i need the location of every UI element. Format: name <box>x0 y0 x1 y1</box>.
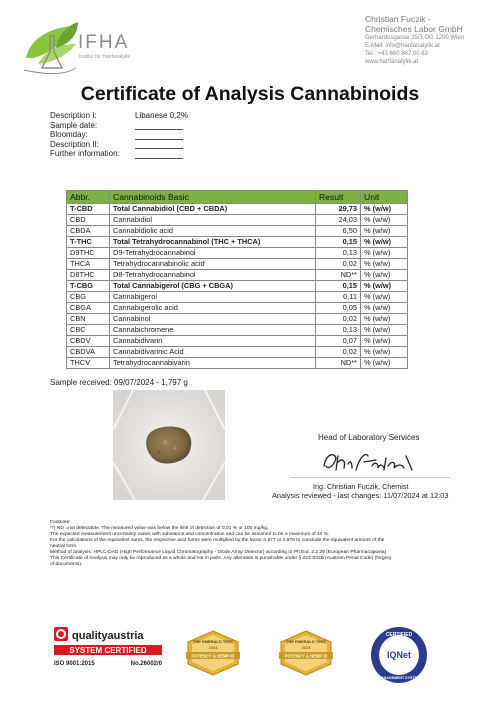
description-key: Sample date: <box>50 120 98 130</box>
cell-cannabinoid-name: D9-Tetrahydrocannabinol <box>110 248 316 259</box>
seal-title: THE EMERALD TEST <box>285 639 327 644</box>
table-row <box>67 270 408 281</box>
table-row <box>67 292 408 303</box>
cell-cannabinoid-name: Cannabigerolic acid <box>110 303 316 314</box>
iqnet-top-text: CERTIFIED <box>385 632 413 638</box>
blank-line <box>135 147 183 159</box>
cell-unit: % (w/w) <box>361 292 408 303</box>
iqnet-bottom-text: MANAGEMENT SYSTEM <box>378 676 420 680</box>
iqnet-name-text: IQNet <box>386 650 412 660</box>
sample-description-block <box>50 111 188 159</box>
footnote-line: The expected measurement uncertainty varies with substance and concentration and can be assumed to be a maximum of 10 %. <box>50 532 330 537</box>
footnote-line: Footnote: <box>50 520 71 525</box>
cell-unit: % (w/w) <box>361 336 408 347</box>
qa-name-text: qualityaustria <box>72 630 144 642</box>
logo-wordmark: IFHA <box>78 32 130 53</box>
cell-abbr: THCA <box>67 259 110 270</box>
document-title: Certificate of Analysis Cannabinoids <box>80 83 420 105</box>
signature-divider <box>290 477 450 478</box>
description-key: Bloomday: <box>50 130 88 139</box>
footnote-block <box>50 520 470 568</box>
cell-result: 0,15 <box>316 237 361 248</box>
phone-line: Tel.: +43 660 867 00 63 <box>365 51 428 57</box>
cannabinoid-results-table <box>66 190 408 369</box>
cell-cannabinoid-name: Cannabigerol <box>110 292 316 303</box>
description-key: Description II: <box>50 139 99 149</box>
cell-result: 0,11 <box>316 292 361 303</box>
footnote-line: neutral form. <box>50 544 78 549</box>
column-header-abbr: Abbr. <box>67 191 110 204</box>
head-of-lab-label: Head of Laboratory Services <box>318 433 420 442</box>
address-line: Gerhardusgasse 25/3.OG 1200 Wien <box>365 35 465 41</box>
description-key: Further information: <box>50 149 120 158</box>
cell-result: 0,02 <box>316 259 361 270</box>
cell-abbr: D8THC <box>67 270 110 281</box>
sample-received-text: Sample received: 09/07/2024 - 1,797 g <box>50 378 188 387</box>
cell-result: 29,73 <box>316 204 361 215</box>
cell-unit: % (w/w) <box>361 237 408 248</box>
table-row <box>67 215 408 226</box>
cell-cannabinoid-name: Cannabinol <box>110 314 316 325</box>
cell-unit: % (w/w) <box>361 303 408 314</box>
cell-abbr: CBG <box>67 292 110 303</box>
table-row <box>67 226 408 237</box>
cell-cannabinoid-name: Total Cannabigerol (CBG + CBGA) <box>110 281 316 292</box>
cell-result: 0,15 <box>316 281 361 292</box>
description-row <box>50 149 188 159</box>
cell-result: ND** <box>316 270 361 281</box>
footnote-line: of documents). <box>50 562 83 567</box>
cell-abbr: THCV <box>67 358 110 369</box>
cell-result: 6,50 <box>316 226 361 237</box>
cell-cannabinoid-name: Cannabichromene <box>110 325 316 336</box>
table-row <box>67 358 408 369</box>
cell-result: 0,13 <box>316 248 361 259</box>
table-row <box>67 325 408 336</box>
seal-title: THE EMERALD TEST <box>192 639 234 644</box>
column-header-result: Result <box>316 191 361 204</box>
seal-year: 2024 <box>301 645 311 650</box>
cell-unit: % (w/w) <box>361 358 408 369</box>
chemist-name: Ing. Christian Fuczik, Chemist <box>313 482 409 491</box>
cell-result: 0,02 <box>316 314 361 325</box>
footnote-line: This Certificate of Analysis may only be reproduced as a whole and not in parts. Any alteration is punishable under § 223 StGB (Austrian Penal Code) (forgery <box>50 556 392 561</box>
cell-unit: % (w/w) <box>361 314 408 325</box>
cell-abbr: CBC <box>67 325 110 336</box>
cell-unit: % (w/w) <box>361 281 408 292</box>
cell-result: 24,03 <box>316 215 361 226</box>
description-value: Libanese 0,2% <box>135 111 188 120</box>
cell-cannabinoid-name: Tetrahydrocannabinolic acid <box>110 259 316 270</box>
footnote-line: For the calculations of the equivalent sums, the respective acid forms were multiplied by the factor 0.877 or 0.878 to conclude the equivalent amount of the <box>50 538 385 543</box>
cell-unit: % (w/w) <box>361 325 408 336</box>
review-timestamp: Analysis reviewed - last changes: 11/07/2024 at 12:03 <box>272 491 449 500</box>
seal-banner: POTENCY & HEMP ID <box>284 653 328 659</box>
table-row <box>67 336 408 347</box>
cell-abbr: CBDA <box>67 226 110 237</box>
cell-cannabinoid-name: Cannabidiolic acid <box>110 226 316 237</box>
cell-unit: % (w/w) <box>361 347 408 358</box>
emerald-test-seal-1-icon <box>182 630 244 676</box>
email-line[interactable]: E-Mail: info@hanfanalytik.at <box>365 43 440 49</box>
footnote-line: Method of analysis: HPLC-DAD (High Performance Liquid Chromatography - Diode Array Detector) according to Ph.Eur. 2.2.29 (European Pharmacopoeia) <box>50 550 387 555</box>
cell-cannabinoid-name: Tetrahydrocannabivarin <box>110 358 316 369</box>
table-row <box>67 347 408 358</box>
seal-banner: POTENCY & HEMP ID <box>191 653 235 659</box>
cell-cannabinoid-name: Cannabidivarin <box>110 336 316 347</box>
cell-unit: % (w/w) <box>361 226 408 237</box>
cell-abbr: T-CBG <box>67 281 110 292</box>
cell-abbr: T-THC <box>67 237 110 248</box>
table-row <box>67 259 408 270</box>
sample-photo <box>113 390 225 500</box>
cell-abbr: CBDVA <box>67 347 110 358</box>
table-row <box>67 248 408 259</box>
company-name-line-2: Chemisches Labor GmbH <box>365 24 463 34</box>
cell-cannabinoid-name: Total Cannabidiol (CBD + CBDA) <box>110 204 316 215</box>
cell-abbr: D9THC <box>67 248 110 259</box>
column-header-name: Cannabinoids Basic <box>110 191 316 204</box>
table-row <box>67 237 408 248</box>
cell-result: 0,05 <box>316 303 361 314</box>
table-header-row <box>67 191 408 204</box>
seal-year: 2024 <box>208 645 218 650</box>
footnote-line: **) ND =not detectable. The measured value was below the limit of detection of 0,01 % or 100 mg/kg. <box>50 526 269 531</box>
cell-cannabinoid-name: Cannabidivarinic Acid <box>110 347 316 358</box>
qa-banner-text: SYSTEM CERTIFIED <box>69 646 147 655</box>
table-row <box>67 204 408 215</box>
table-row <box>67 314 408 325</box>
cell-abbr: T-CBD <box>67 204 110 215</box>
iqnet-certified-logo-icon <box>370 626 428 684</box>
cell-unit: % (w/w) <box>361 204 408 215</box>
cell-cannabinoid-name: Total Tetrahydrocannabinol (THC + THCA) <box>110 237 316 248</box>
qa-iso-text: ISO 9001:2015 <box>54 661 95 667</box>
cell-unit: % (w/w) <box>361 248 408 259</box>
cell-abbr: CBDV <box>67 336 110 347</box>
signature-image <box>320 446 420 476</box>
table-body <box>67 204 408 369</box>
logo-subtitle: Institut für Hanfanalytik <box>79 54 130 60</box>
cell-unit: % (w/w) <box>361 215 408 226</box>
cell-abbr: CBD <box>67 215 110 226</box>
company-name-line-1: Christian Fuczik - <box>365 14 431 24</box>
emerald-test-seal-2-icon <box>275 630 337 676</box>
table-row <box>67 303 408 314</box>
table-row <box>67 281 408 292</box>
cell-cannabinoid-name: Cannabidiol <box>110 215 316 226</box>
column-header-unit: Unit <box>361 191 408 204</box>
company-address-block <box>365 14 495 66</box>
cell-unit: % (w/w) <box>361 259 408 270</box>
cell-abbr: CBN <box>67 314 110 325</box>
cell-result: ND** <box>316 358 361 369</box>
cell-cannabinoid-name: D8-Tetrahydrocannabinol <box>110 270 316 281</box>
quality-austria-logo-icon <box>52 625 164 670</box>
cell-unit: % (w/w) <box>361 270 408 281</box>
description-key: Description I: <box>50 111 97 120</box>
cell-abbr: CBGA <box>67 303 110 314</box>
cell-result: 0,13 <box>316 325 361 336</box>
cell-result: 0,02 <box>316 347 361 358</box>
website-line[interactable]: www.hanfanalytik.at <box>365 59 419 65</box>
qa-number-text: No.26002/0 <box>130 661 162 667</box>
cell-result: 0,07 <box>316 336 361 347</box>
